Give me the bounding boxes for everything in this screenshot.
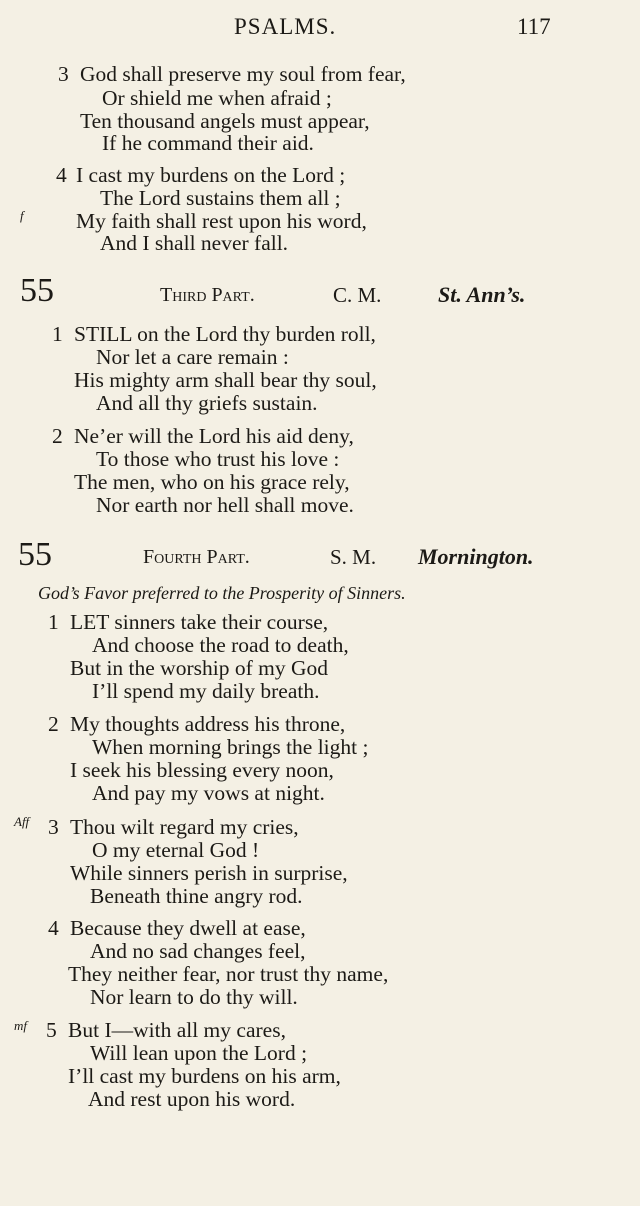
verse-line: My thoughts address his throne,: [70, 712, 346, 736]
verse-line: God shall preserve my soul from fear,: [80, 62, 406, 86]
verse-number: 4: [56, 163, 67, 187]
hymn-subtitle: God’s Favor preferred to the Prosperity of Sinners.: [38, 583, 406, 603]
verse-line: Nor learn to do thy will.: [90, 985, 298, 1009]
verse-line: Nor let a care remain :: [96, 345, 289, 369]
verse-number: 3: [58, 62, 69, 86]
verse-line: STILL on the Lord thy burden roll,: [74, 322, 376, 346]
verse-line: But in the worship of my God: [70, 656, 328, 680]
dynamic-mark: Aff: [14, 814, 30, 829]
verse-line: I’ll cast my burdens on his arm,: [68, 1064, 341, 1088]
verse-number: 2: [48, 712, 59, 736]
dynamic-mark: mf: [14, 1018, 27, 1033]
verse-line: To those who trust his love :: [96, 447, 340, 471]
page-header: [0, 14, 640, 44]
verse-line: The Lord sustains them all ;: [100, 186, 341, 210]
verse-line: My faith shall rest upon his word,: [76, 209, 367, 233]
meter-label: C. M.: [333, 283, 382, 307]
verse-line: If he command their aid.: [102, 131, 314, 155]
verse-line: I cast my burdens on the Lord ;: [76, 163, 346, 187]
verse-line: Will lean upon the Lord ;: [90, 1041, 308, 1065]
hymn-heading: [0, 272, 640, 312]
part-label: Fourth Part.: [143, 546, 250, 568]
verse-line: Ne’er will the Lord his aid deny,: [74, 424, 354, 448]
verse-line: Or shield me when afraid ;: [102, 86, 332, 110]
verse-line: And rest upon his word.: [88, 1087, 296, 1111]
verse-line: But I—with all my cares,: [68, 1018, 286, 1042]
verse-line: Ten thousand angels must appear,: [80, 109, 370, 133]
hymn-number: 55: [20, 272, 54, 309]
hymn-number: 55: [18, 536, 52, 573]
verse-line: And I shall never fall.: [100, 231, 289, 255]
page-number: 117: [517, 14, 551, 39]
verse-number: 3: [48, 815, 59, 839]
running-head: PSALMS.: [234, 14, 337, 39]
verse-line: Nor earth nor hell shall move.: [96, 493, 354, 517]
verse-line: They neither fear, nor trust thy name,: [68, 962, 389, 986]
tune-name: Mornington.: [418, 544, 534, 569]
verse-line: Thou wilt regard my cries,: [70, 815, 299, 839]
verse-line: When morning brings the light ;: [92, 735, 369, 759]
hymn-heading: [0, 536, 640, 576]
verse-line: And no sad changes feel,: [90, 939, 306, 963]
verse-line: And choose the road to death,: [92, 633, 349, 657]
verse-line: I seek his blessing every noon,: [70, 758, 334, 782]
dynamic-mark: f: [20, 208, 24, 223]
verse-number: 2: [52, 424, 63, 448]
meter-label: S. M.: [330, 545, 377, 569]
verse-number: 4: [48, 916, 59, 940]
verse-number: 1: [48, 610, 59, 634]
verse-line: And all thy griefs sustain.: [96, 391, 318, 415]
verse-line: The men, who on his grace rely,: [74, 470, 350, 494]
verse-line: Because they dwell at ease,: [70, 916, 306, 940]
verse-line: While sinners perish in surprise,: [70, 861, 348, 885]
verse-line: LET sinners take their course,: [70, 610, 329, 634]
verse-line: O my eternal God !: [92, 838, 260, 862]
part-label: Third Part.: [160, 284, 255, 306]
verse-number: 5: [46, 1018, 57, 1042]
verse-line: I’ll spend my daily breath.: [92, 679, 320, 703]
tune-name: St. Ann’s.: [438, 282, 526, 307]
verse-number: 1: [52, 322, 63, 346]
verse-line: Beneath thine angry rod.: [90, 884, 303, 908]
verse-line: And pay my vows at night.: [92, 781, 325, 805]
verse-line: His mighty arm shall bear thy soul,: [74, 368, 377, 392]
